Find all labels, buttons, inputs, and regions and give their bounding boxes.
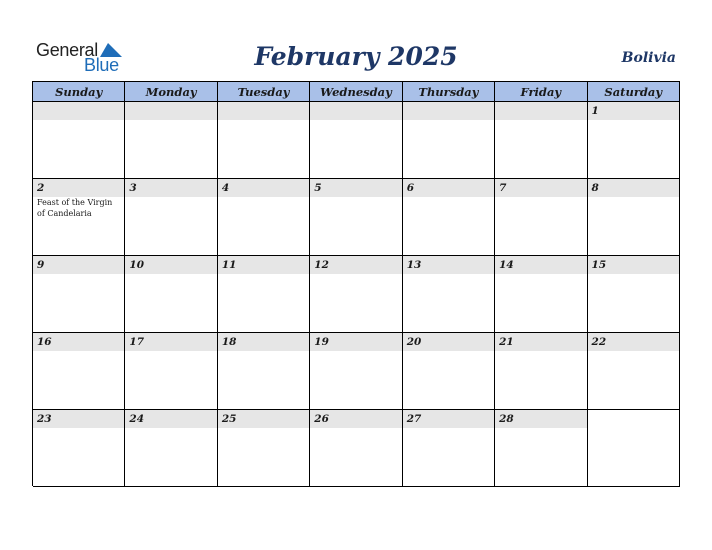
day-number-band [403, 179, 494, 197]
day-number: 6 [406, 182, 414, 194]
day-number-band [310, 256, 401, 274]
day-number: 16 [37, 336, 52, 348]
day-cell-2[interactable] [33, 179, 125, 256]
day-number-band [310, 333, 401, 351]
day-number: 20 [406, 336, 422, 348]
day-number: 19 [314, 336, 329, 348]
logo-blue-text: Blue [84, 55, 119, 75]
day-number: 17 [129, 336, 145, 348]
day-cell-3[interactable] [125, 179, 217, 256]
day-cell-7[interactable] [495, 179, 587, 256]
day-number: 11 [221, 259, 237, 271]
week-row [33, 333, 680, 410]
day-number-band [125, 102, 216, 120]
day-number-band [218, 102, 309, 120]
calendar-weeks [33, 102, 680, 487]
day-number-band [125, 179, 216, 197]
day-number-band [495, 410, 586, 428]
country-label: Bolivia [621, 50, 676, 66]
day-cell-9[interactable] [33, 256, 125, 333]
day-cell-27[interactable] [403, 410, 495, 487]
day-number: 18 [221, 336, 237, 348]
week-row [33, 179, 680, 256]
day-number: 2 [37, 182, 45, 194]
weekday-header-thursday: Thursday [403, 82, 495, 102]
day-number: 15 [591, 259, 607, 271]
day-number-band [588, 102, 679, 120]
weekday-header-saturday: Saturday [588, 82, 680, 102]
day-number: 27 [406, 413, 422, 425]
day-cell-empty [125, 102, 217, 179]
day-number: 5 [314, 182, 322, 194]
month-calendar [32, 81, 680, 486]
day-cell-empty [218, 102, 310, 179]
day-cell-20[interactable] [403, 333, 495, 410]
day-cell-23[interactable] [33, 410, 125, 487]
day-number-band [218, 179, 309, 197]
day-number: 28 [499, 413, 514, 425]
day-number: 22 [591, 336, 607, 348]
day-number-band [403, 256, 494, 274]
day-number-band [33, 410, 124, 428]
day-number-band [33, 102, 124, 120]
day-cell-25[interactable] [218, 410, 310, 487]
week-row [33, 410, 680, 487]
day-number-band [310, 179, 401, 197]
logo-general-text: General [36, 40, 98, 60]
day-number-band [588, 256, 679, 274]
day-number-band [495, 179, 586, 197]
day-cell-22[interactable] [588, 333, 680, 410]
day-cell-28[interactable] [495, 410, 587, 487]
day-number-band [495, 102, 586, 120]
week-row [33, 102, 680, 179]
day-cell-8[interactable] [588, 179, 680, 256]
day-number: 3 [129, 182, 137, 194]
day-number-band [125, 410, 216, 428]
day-cell-19[interactable] [310, 333, 402, 410]
day-number-band [218, 410, 309, 428]
day-number-band [218, 256, 309, 274]
day-cell-11[interactable] [218, 256, 310, 333]
calendar-title: February 2025 [254, 42, 458, 71]
day-number: 10 [129, 259, 145, 271]
weekday-header-friday: Friday [495, 82, 587, 102]
day-cell-17[interactable] [125, 333, 217, 410]
day-number-band [588, 179, 679, 197]
day-cell-empty [588, 410, 680, 487]
day-number-band [310, 410, 401, 428]
day-number: 9 [37, 259, 45, 271]
day-number: 26 [314, 413, 329, 425]
day-cell-26[interactable] [310, 410, 402, 487]
day-number-band [403, 333, 494, 351]
day-cell-empty [403, 102, 495, 179]
holiday-event: Feast of the Virgin of Candelaria [37, 198, 113, 218]
day-number-band [588, 410, 679, 428]
day-number-band [403, 102, 494, 120]
weekday-header-wednesday: Wednesday [310, 82, 402, 102]
week-row [33, 256, 680, 333]
day-number: 7 [499, 182, 507, 194]
day-number: 25 [221, 413, 237, 425]
day-cell-12[interactable] [310, 256, 402, 333]
day-number-band [495, 333, 586, 351]
day-number: 8 [591, 182, 599, 194]
day-number-band [310, 102, 401, 120]
day-cell-5[interactable] [310, 179, 402, 256]
day-cell-16[interactable] [33, 333, 125, 410]
day-number-band [125, 256, 216, 274]
day-number: 24 [129, 413, 145, 425]
day-number: 21 [499, 336, 514, 348]
day-number-band [33, 179, 124, 197]
day-cell-empty [33, 102, 125, 179]
day-number-band [33, 256, 124, 274]
day-number-band [588, 333, 679, 351]
day-number: 14 [499, 259, 514, 271]
weekday-header-tuesday: Tuesday [218, 82, 310, 102]
day-cell-14[interactable] [495, 256, 587, 333]
day-number: 12 [314, 259, 329, 271]
day-cell-24[interactable] [125, 410, 217, 487]
day-cell-15[interactable] [588, 256, 680, 333]
day-cell-1[interactable] [588, 102, 680, 179]
day-number-band [403, 410, 494, 428]
day-cell-10[interactable] [125, 256, 217, 333]
weekday-header-row [33, 82, 680, 102]
day-number: 1 [591, 105, 599, 117]
day-cell-21[interactable] [495, 333, 587, 410]
day-number-band [33, 333, 124, 351]
day-number-band [495, 256, 586, 274]
day-cell-4[interactable] [218, 179, 310, 256]
day-number: 4 [221, 182, 230, 194]
day-cell-6[interactable] [403, 179, 495, 256]
day-number: 23 [37, 413, 52, 425]
day-cell-13[interactable] [403, 256, 495, 333]
day-number-band [218, 333, 309, 351]
weekday-header-sunday: Sunday [33, 82, 125, 102]
day-number-band [125, 333, 216, 351]
day-number: 13 [406, 259, 422, 271]
day-cell-18[interactable] [218, 333, 310, 410]
day-cell-empty [310, 102, 402, 179]
weekday-header-monday: Monday [125, 82, 217, 102]
day-cell-empty [495, 102, 587, 179]
